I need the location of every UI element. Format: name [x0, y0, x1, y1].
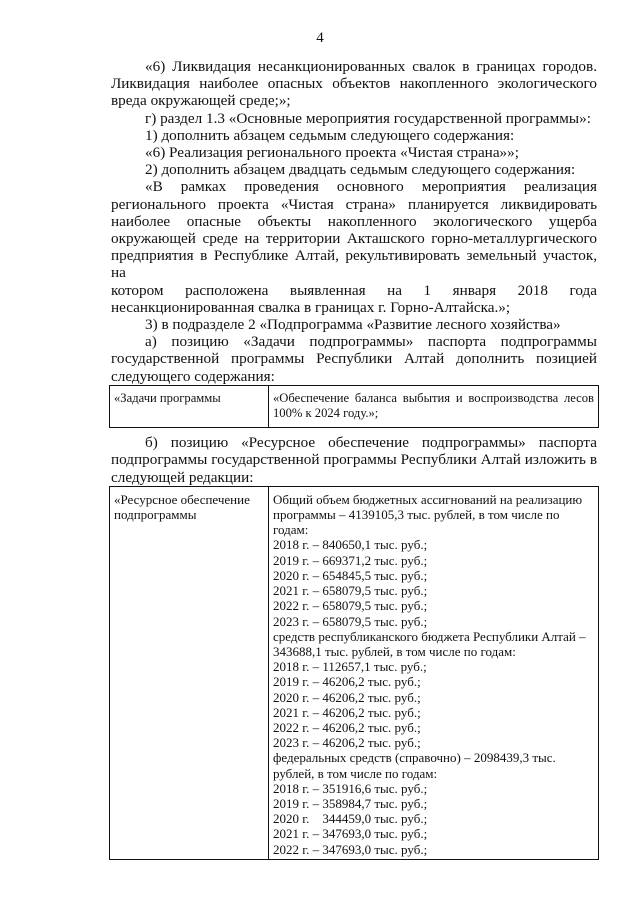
resources-value-line: 2021 г. – 46206,2 тыс. руб.;	[273, 704, 421, 720]
tasks-value-line: «Обеспечение баланса выбытия и воспроизводства лесов	[273, 390, 594, 405]
paragraph-line: государственной программы Республики Алтай дополнить позицией	[111, 350, 597, 368]
paragraph-line: котором расположена выявленная на 1 января 2018 года	[111, 281, 597, 299]
resources-value-cell	[269, 486, 599, 859]
paragraph-line: несанкционированная свалка в границах г. Горно-Алтайска.»;	[111, 298, 511, 316]
paragraph-line: следующей редакции:	[111, 468, 254, 486]
resources-label-line: подпрограммы	[114, 507, 197, 523]
paragraph-line: «6) Ликвидация несанкционированных свалок в границах городов.	[145, 58, 597, 75]
paragraph-line: регионального проекта «Чистая страна» планируется ликвидировать	[111, 195, 597, 213]
tasks-table	[109, 385, 599, 428]
resources-value-line: 2022 г. – 658079,5 тыс. руб.;	[273, 598, 428, 614]
resources-value-line: федеральных средств (справочно) – 2098439,3 тыс.	[273, 750, 556, 766]
tasks-value-line: 100% к 2024 году.»;	[273, 406, 379, 421]
resources-value-line: 2018 г. – 840650,1 тыс. руб.;	[273, 537, 428, 553]
paragraph-line: вреда окружающей среде;»;	[111, 92, 291, 110]
resources-value-line: 2023 г. – 46206,2 тыс. руб.;	[273, 735, 421, 751]
resources-value-line: 2023 г. – 658079,5 тыс. руб.;	[273, 613, 428, 629]
resources-value-line: 2018 г. – 351916,6 тыс. руб.;	[273, 780, 428, 796]
resources-value-line: 2022 г. – 347693,0 тыс. руб.;	[273, 841, 428, 857]
table-row	[110, 486, 599, 859]
paragraph-line: окружающей среде на территории Акташского горно-металлургического	[111, 230, 597, 248]
resources-value-line: 343688,1 тыс. рублей, в том числе по годам:	[273, 643, 516, 659]
paragraph-line: 1) дополнить абзацем седьмым следующего содержания:	[145, 126, 515, 144]
paragraph-line: г) раздел 1.3 «Основные мероприятия государственной программы»:	[145, 109, 591, 127]
document-body	[111, 58, 597, 860]
paragraph-line: подпрограммы государственной программы Республики Алтай изложить в	[111, 451, 597, 469]
resources-value-line: 2019 г. – 358984,7 тыс. руб.;	[273, 795, 428, 811]
resources-value-line: 2019 г. – 46206,2 тыс. руб.;	[273, 674, 421, 690]
resources-value-line: рублей, в том числе по годам:	[273, 765, 438, 781]
resources-label-line: «Ресурсное обеспечение	[114, 491, 250, 507]
paragraph-line: а) позицию «Задачи подпрограммы» паспорта подпрограммы	[145, 333, 597, 351]
resources-value-line: 2020 г. 344459,0 тыс. руб.;	[273, 811, 428, 827]
resources-table	[109, 486, 599, 860]
resources-value-line: программы – 4139105,3 тыс. рублей, в том числе по	[273, 507, 560, 523]
resources-value-line: годам:	[273, 522, 309, 538]
resources-label-cell	[110, 486, 269, 859]
paragraph-line: 2) дополнить абзацем двадцать седьмым следующего содержания:	[145, 161, 576, 179]
resources-value-line: 2022 г. – 46206,2 тыс. руб.;	[273, 719, 421, 735]
paragraph-line: наиболее опасные объекты накопленного экологического ущерба	[111, 212, 597, 230]
resources-value-line: средств республиканского бюджета Республики Алтай –	[273, 628, 586, 644]
resources-value-line: 2021 г. – 347693,0 тыс. руб.;	[273, 826, 428, 842]
tasks-value-cell	[269, 385, 599, 427]
paragraph-line: 3) в подразделе 2 «Подпрограмма «Развитие лесного хозяйства»	[145, 316, 561, 334]
paragraph-line: следующего содержания:	[111, 367, 275, 385]
resources-value-line: 2020 г. – 654845,5 тыс. руб.;	[273, 567, 428, 583]
resources-value-line: 2019 г. – 669371,2 тыс. руб.;	[273, 552, 428, 568]
resources-value-line: Общий объем бюджетных ассигнований на реализацию	[273, 491, 583, 507]
paragraph-line: Ликвидация наиболее опасных объектов накопленного экологического	[111, 75, 597, 93]
resources-value-line: 2021 г. – 658079,5 тыс. руб.;	[273, 583, 428, 599]
resources-value-line: 2020 г. – 46206,2 тыс. руб.;	[273, 689, 421, 705]
page-number: 4	[316, 30, 324, 46]
resources-value-line: 2018 г. – 112657,1 тыс. руб.;	[273, 659, 427, 675]
paragraph-line: предприятия в Республике Алтай, рекультивировать земельный участок, на	[111, 247, 597, 282]
paragraph-line: б) позицию «Ресурсное обеспечение подпрограммы» паспорта	[145, 434, 597, 452]
paragraph-line: «6) Реализация регионального проекта «Чистая страна»»;	[145, 144, 519, 162]
tasks-label-cell: «Задачи программы	[110, 385, 269, 427]
table-row	[110, 385, 599, 427]
paragraph-line: «В рамках проведения основного мероприятия реализация	[145, 178, 597, 196]
